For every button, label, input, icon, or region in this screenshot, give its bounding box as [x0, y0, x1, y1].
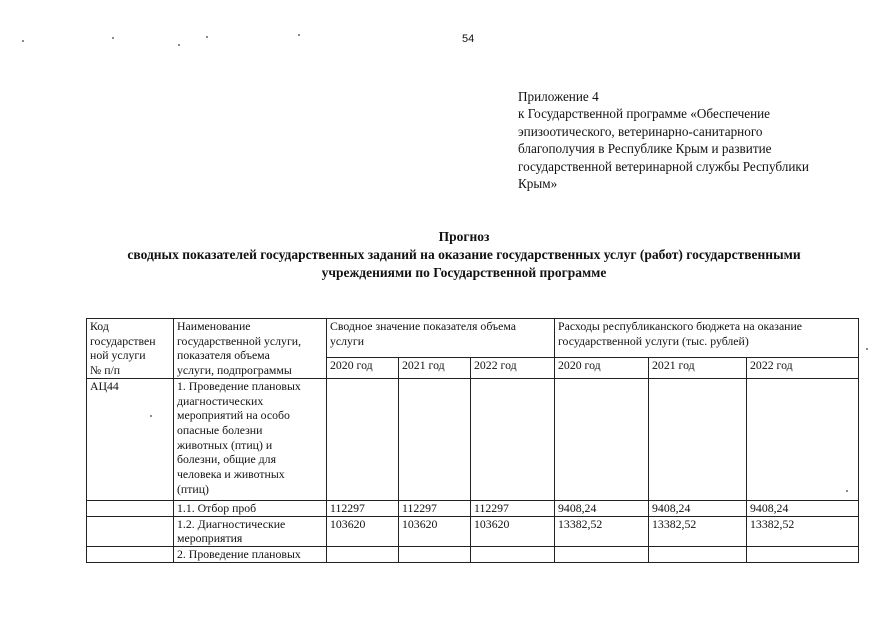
- header-text: ной услуги: [90, 348, 146, 363]
- service-code: [87, 516, 174, 546]
- table-cell: 13382,52: [555, 516, 649, 546]
- table-cell: [747, 546, 859, 562]
- forecast-table: [86, 318, 859, 563]
- table-cell: 112297: [327, 500, 399, 516]
- service-name-line: диагностических: [177, 393, 264, 408]
- service-name-line: 1.2. Диагностические: [177, 516, 286, 531]
- table-cell: [649, 378, 747, 500]
- title-line: учреждениями по Государственной программе: [321, 265, 607, 280]
- scan-speck: [298, 34, 300, 36]
- appendix-block: [518, 88, 863, 192]
- document-title: [60, 228, 868, 282]
- service-name-line: 1.1. Отбор проб: [177, 500, 257, 515]
- appendix-line: государственной ветеринарной службы Республики: [518, 158, 809, 174]
- appendix-line: Приложение 4: [518, 89, 599, 104]
- service-name-line: болезни, общие для: [177, 452, 276, 467]
- table-cell: 103620: [327, 516, 399, 546]
- appendix-line: благополучия в Республике Крым и развитие: [518, 141, 772, 157]
- year-header: 2022 год: [471, 358, 555, 378]
- service-name: [174, 516, 327, 546]
- table-cell: [327, 546, 399, 562]
- table-row: [87, 546, 859, 562]
- table-cell: [471, 546, 555, 562]
- appendix-line: Крым»: [518, 176, 558, 192]
- table-cell: 112297: [471, 500, 555, 516]
- header-name: [174, 319, 327, 379]
- service-code: АЦ44: [87, 378, 174, 500]
- header-text: Наименование: [177, 319, 251, 333]
- scan-speck: [22, 40, 24, 42]
- title-line: Прогноз: [438, 229, 490, 244]
- scan-speck: [866, 348, 868, 350]
- service-name: [174, 378, 327, 500]
- service-name-line: мероприятия: [177, 531, 243, 546]
- table-header-row: [87, 319, 859, 358]
- page-number: 54: [462, 33, 475, 45]
- table-cell: [327, 378, 399, 500]
- table-cell: [649, 546, 747, 562]
- header-text: показателя объема: [177, 348, 270, 363]
- table-cell: 9408,24: [555, 500, 649, 516]
- table-row: [87, 378, 859, 500]
- header-text: Сводное значение показателя объема: [330, 319, 516, 333]
- appendix-line: эпизоотического, ветеринарно-санитарного: [518, 123, 763, 139]
- service-name-line: животных (птиц) и: [177, 437, 273, 452]
- header-text: государственной услуги (тыс. рублей): [558, 333, 749, 348]
- header-expenses: [555, 319, 859, 358]
- service-code: [87, 546, 174, 562]
- service-name-line: 2. Проведение плановых: [177, 546, 301, 561]
- service-name-line: человека и животных: [177, 467, 285, 482]
- header-text: № п/п: [90, 363, 121, 378]
- table-cell: 112297: [399, 500, 471, 516]
- header-text: услуги, подпрограммы: [177, 363, 292, 378]
- table-cell: 13382,52: [747, 516, 859, 546]
- year-header: 2021 год: [649, 358, 747, 378]
- year-header: 2021 год: [399, 358, 471, 378]
- title-line: сводных показателей государственных заданий на оказание государственных услуг (работ) государственными: [127, 247, 801, 262]
- service-name: [174, 500, 327, 516]
- appendix-line: к Государственной программе «Обеспечение: [518, 106, 771, 122]
- scan-speck: [150, 415, 152, 417]
- table-cell: [399, 378, 471, 500]
- year-header: 2020 год: [555, 358, 649, 378]
- header-text: Расходы республиканского бюджета на оказание: [558, 319, 803, 333]
- header-volume: [327, 319, 555, 358]
- year-header: 2020 год: [327, 358, 399, 378]
- table-cell: [555, 378, 649, 500]
- table-cell: [471, 378, 555, 500]
- scan-speck: [178, 44, 180, 46]
- service-name-line: опасные болезни: [177, 422, 263, 437]
- table-cell: 9408,24: [747, 500, 859, 516]
- scan-speck: [112, 37, 114, 39]
- header-text: государственной услуги,: [177, 333, 302, 348]
- header-text: услуги: [330, 333, 365, 348]
- table-cell: 13382,52: [649, 516, 747, 546]
- service-name: [174, 546, 327, 562]
- service-name-line: (птиц): [177, 481, 209, 496]
- table-cell: 103620: [399, 516, 471, 546]
- header-text: Код: [90, 319, 109, 333]
- header-text: государствен: [90, 333, 156, 348]
- table-cell: [399, 546, 471, 562]
- table-cell: [555, 546, 649, 562]
- table-row: [87, 500, 859, 516]
- service-name-line: мероприятий на особо: [177, 408, 290, 423]
- table-cell: 9408,24: [649, 500, 747, 516]
- year-header: 2022 год: [747, 358, 859, 378]
- header-code: [87, 319, 174, 379]
- table-cell: 103620: [471, 516, 555, 546]
- table-row: [87, 516, 859, 546]
- service-code: [87, 500, 174, 516]
- service-name-line: 1. Проведение плановых: [177, 378, 301, 393]
- scan-speck: [206, 36, 208, 38]
- table-cell: [747, 378, 859, 500]
- scan-speck: [846, 490, 848, 492]
